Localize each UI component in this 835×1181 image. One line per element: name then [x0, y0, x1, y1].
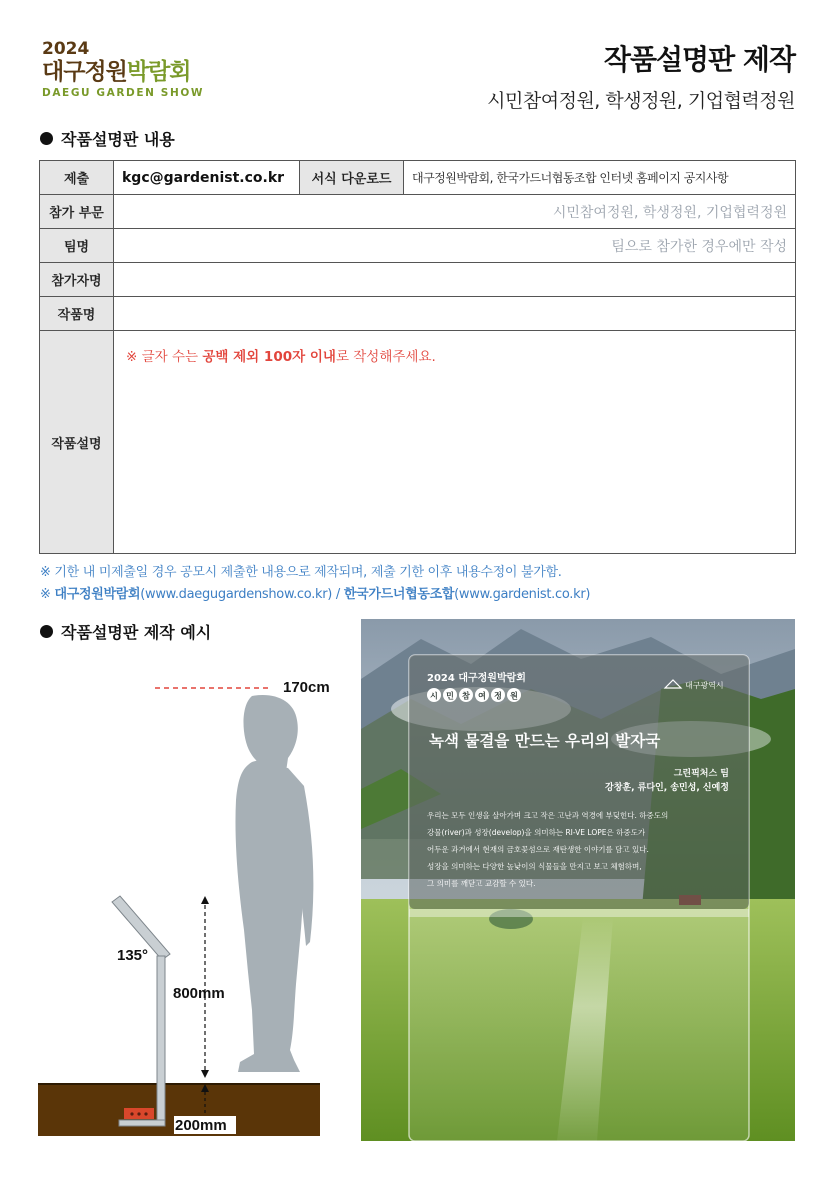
table-row: [40, 195, 796, 229]
participant-field[interactable]: [114, 263, 796, 297]
note-websites: [40, 584, 590, 606]
work-title-label: 작품명: [40, 297, 114, 331]
table-row: [40, 161, 796, 195]
sign-body-line: 그 의미를 깨닫고 교감할 수 있다.: [427, 879, 536, 888]
badge-char: 참: [462, 691, 470, 701]
sign-body-line: 우리는 모두 인생을 살아가며 크고 작은 고난과 역경에 부딪힌다. 하중도의: [427, 811, 669, 820]
note-url2[interactable]: (www.gardenist.co.kr): [454, 587, 591, 602]
work-title-field[interactable]: [114, 297, 796, 331]
sign-example-photo: [361, 619, 795, 1141]
note-org1: 대구정원박람회: [54, 587, 141, 602]
note-org2: 한국가드너협동조합: [343, 587, 455, 602]
bullet-icon: [40, 625, 53, 638]
logo-name-part1: 대구정원: [42, 59, 127, 85]
sign-post: [157, 956, 165, 1126]
description-field[interactable]: [114, 331, 796, 554]
badge-char: 민: [446, 691, 454, 701]
section-heading-content: [40, 127, 175, 150]
sign-body-line: 강물(river)과 성장(develop)을 의미하는 RI-VE LOPE은 하중도가: [427, 828, 646, 837]
section-heading-content-text: 작품설명판 내용: [61, 130, 175, 149]
page-title: 작품설명판 제작: [603, 43, 795, 76]
person-silhouette: [235, 695, 313, 1072]
note-websites-prefix: ※: [40, 587, 55, 602]
ground-depth-label: 200mm: [175, 1117, 227, 1134]
section-heading-example-text: 작품설명판 제작 예시: [61, 623, 212, 642]
sign-members: 강창훈, 류다인, 송민성, 신예정: [605, 783, 729, 793]
notes: [40, 562, 590, 606]
badge-char: 여: [478, 691, 486, 701]
note-deadline: ※ 기한 내 미제출일 경우 공모시 제출한 내용으로 제작되며, 제출 기한 이후 내용수정이 불가함.: [40, 565, 562, 580]
submit-label: 제출: [40, 161, 114, 195]
sign-org-logo-text: 대구광역시: [685, 681, 724, 690]
arrow-down-icon: [201, 1070, 209, 1078]
badge-char: 원: [510, 691, 518, 701]
sign-body-line: 성장을 의미하는 다양한 높낮이의 식물들을 만지고 보고 체험하며,: [427, 862, 642, 871]
sign-installation-diagram: [38, 640, 338, 1140]
glass-sign-divider: [409, 909, 749, 917]
brick-hole-3: [144, 1112, 147, 1115]
arrow-up-icon: [201, 896, 209, 904]
description-note-strong: 공백 제외 100자 이내: [202, 349, 336, 365]
logo-year: 2024: [42, 39, 90, 59]
team-field[interactable]: 팀으로 참가한 경우에만 작성: [114, 229, 796, 263]
sign-team-name: 그린픽처스 팀: [673, 769, 729, 779]
brick-hole-2: [137, 1112, 140, 1115]
sign-work-title: 녹색 물결을 만드는 우리의 발자국: [429, 732, 661, 750]
team-label: 팀명: [40, 229, 114, 263]
category-field[interactable]: 시민참여정원, 학생정원, 기업협력정원: [114, 195, 796, 229]
form-table: [39, 160, 796, 554]
category-label: 참가 부문: [40, 195, 114, 229]
page-title-block: [487, 38, 795, 113]
page-subtitle: 시민참여정원, 학생정원, 기업협력정원: [487, 90, 795, 112]
badge-char: 정: [494, 691, 502, 701]
bullet-icon: [40, 132, 53, 145]
submit-email[interactable]: kgc@gardenist.co.kr: [114, 161, 300, 195]
download-info: 대구정원박람회, 한국가드너협동조합 인터넷 홈페이지 공지사항: [404, 161, 796, 195]
height-label: 170cm: [283, 679, 330, 696]
sign-body-line: 어두운 과거에서 현재의 금호꽃섬으로 재탄생한 이야기를 담고 있다.: [427, 845, 649, 854]
table-row: [40, 331, 796, 554]
table-row: [40, 229, 796, 263]
logo: [42, 40, 204, 99]
logo-name-part2: 박람회: [126, 59, 191, 85]
description-label: 작품설명: [40, 331, 114, 554]
sign-show-title: 2024 대구정원박람회: [427, 673, 526, 684]
brick-hole-1: [130, 1112, 133, 1115]
stand-height-label: 800mm: [173, 985, 225, 1002]
badge-char: 시: [430, 691, 438, 701]
description-note-suffix: 로 작성해주세요.: [335, 349, 436, 365]
download-label: 서식 다운로드: [300, 161, 404, 195]
description-note: [126, 349, 436, 365]
note-url1[interactable]: (www.daegugardenshow.co.kr) /: [140, 587, 344, 602]
table-row: [40, 263, 796, 297]
participant-label: 참가자명: [40, 263, 114, 297]
table-row: [40, 297, 796, 331]
angle-label: 135°: [117, 947, 149, 964]
logo-name: [42, 58, 204, 86]
sign-base: [119, 1120, 165, 1126]
description-note-prefix: ※ 글자 수는: [126, 349, 203, 365]
logo-english: DAEGU GARDEN SHOW: [42, 87, 205, 99]
